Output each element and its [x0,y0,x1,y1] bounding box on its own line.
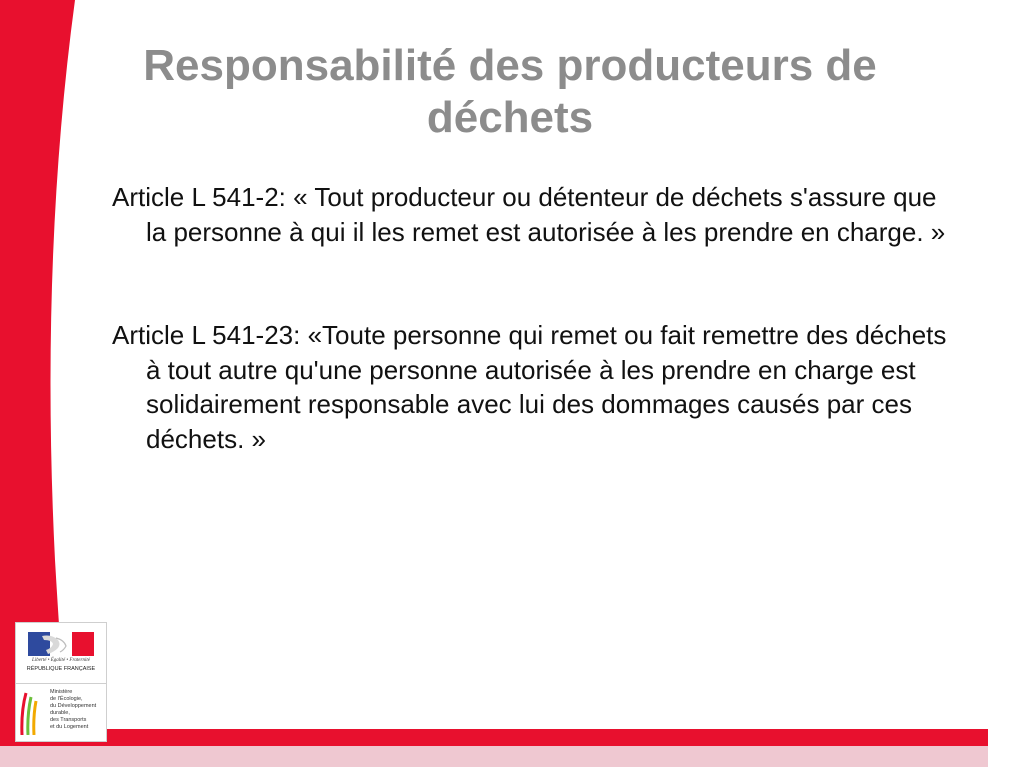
article-paragraph: Article L 541-23: «Toute personne qui remet ou fait remettre des déchets à tout autre qu'une personne autorisée à les prendre en charge est solidairement responsable avec lui des dommages causés par ces déchets. » [112,320,947,454]
ministry-name-line: Ministère [50,689,73,695]
ministry-name-line: des Transports [50,717,87,723]
bottom-bar-red-stripe [0,729,988,746]
ministry-name-line: et du Logement [50,724,89,730]
ministry-emblem-icon [20,691,38,735]
article-paragraph: Article L 541-2: « Tout producteur ou détenteur de déchets s'assure que la personne à qui il les remet est autorisée à les prendre en charge. » [112,182,946,247]
ministry-name [50,689,104,731]
slide-body [112,180,952,525]
bottom-bar [0,729,988,767]
slide-title: Responsabilité des producteurs de déchets [143,41,877,142]
marianne-flag-icon [28,632,94,656]
ministry-name-line: de l'Écologie, [50,696,83,702]
republique-francaise-logo [16,623,106,684]
republic-motto: Liberté • Égalité • Fraternité [32,658,90,663]
bottom-bar-pink-stripe [0,746,988,767]
republique-francaise-label: RÉPUBLIQUE FRANÇAISE [26,666,96,672]
ministry-logo [15,622,107,742]
ministry-name-line: du Développement [50,703,97,709]
ministry-name-line: durable, [50,710,70,716]
